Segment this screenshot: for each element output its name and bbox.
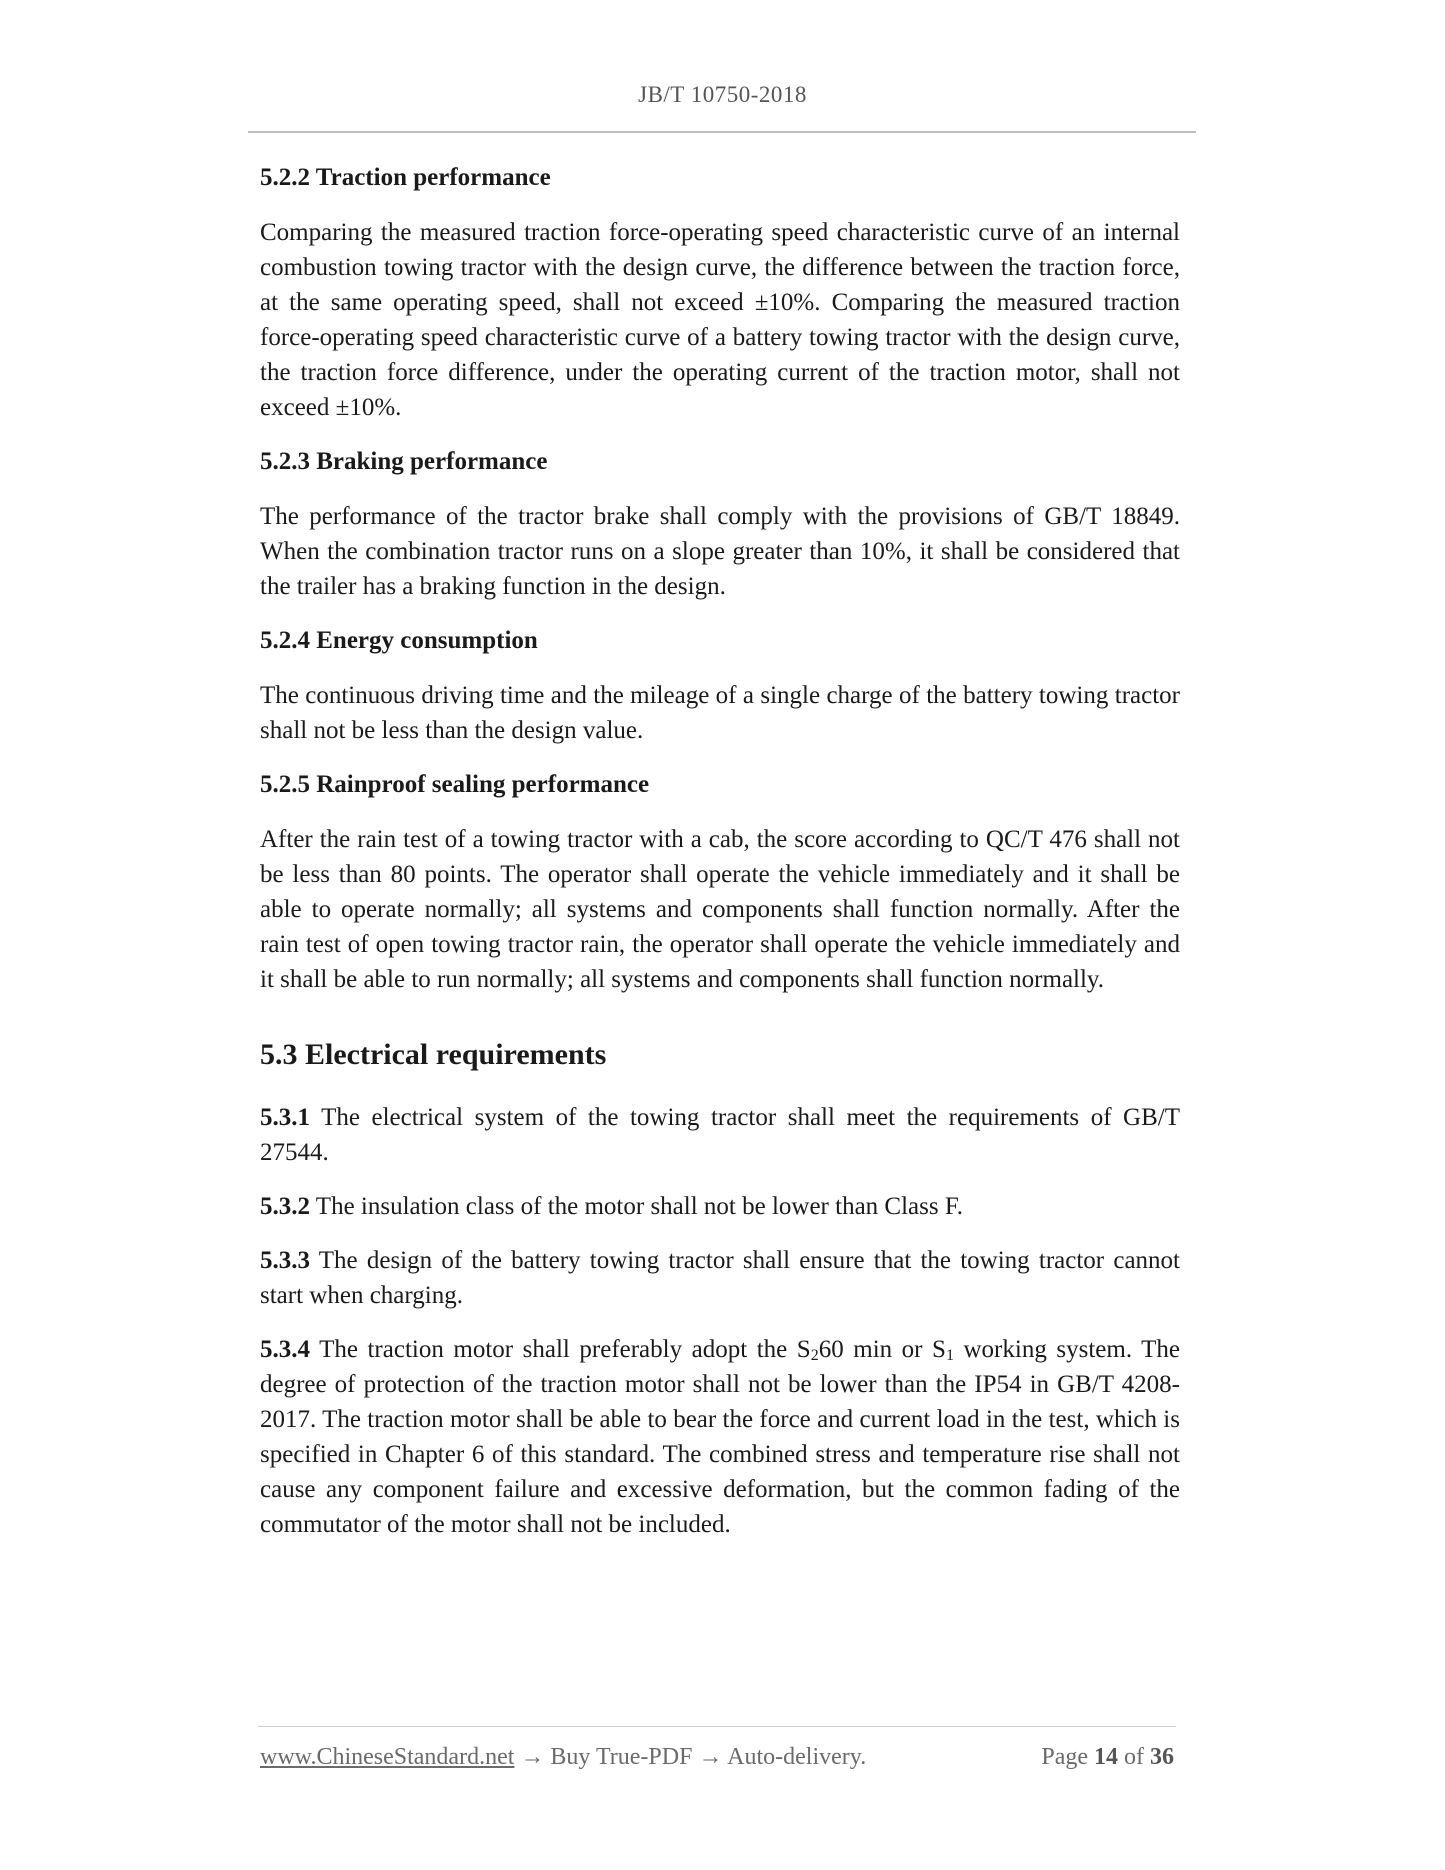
subscript: 1 [945,1347,954,1364]
page-label: Page [1041,1744,1088,1770]
clause-number: 5.3.3 [260,1247,310,1274]
clause-5-3-1 [260,1100,1180,1170]
clause-number: 5.3.1 [260,1104,310,1131]
subscript: 2 [810,1347,819,1364]
total-pages: 36 [1150,1744,1174,1770]
section-heading-5-2-2: 5.2.2 Traction performance [260,164,551,191]
clause-number: 5.3.2 [260,1193,310,1220]
document-header [0,82,1445,108]
clause-text: The design of the battery towing tractor shall ensure that the towing tractor cannot start when charging. [260,1247,1180,1309]
section-text-5-2-4: The continuous driving time and the mileage of a single charge of the battery towing tractor shall not be less than the design value. [260,682,1180,744]
section-heading-5-2-3: 5.2.3 Braking performance [260,448,548,475]
delivery-text: Auto-delivery. [727,1744,867,1770]
arrow-icon: → [520,1744,545,1770]
clause-5-3-3 [260,1243,1180,1313]
buy-text: Buy True-PDF [550,1744,693,1770]
clause-text: The insulation class of the motor shall not be lower than Class F. [310,1193,964,1220]
footer-promo [260,1744,866,1771]
section-heading-5-2-4: 5.2.4 Energy consumption [260,627,538,654]
page-number [1041,1744,1174,1771]
footer-divider [258,1726,1176,1727]
of-label: of [1124,1744,1144,1770]
page-content [260,160,1180,1561]
section-heading-5-3: 5.3 Electrical requirements [260,1038,607,1071]
page-footer [260,1744,1178,1778]
section-text-5-2-3: The performance of the tractor brake shall comply with the provisions of GB/T 18849. When the combination tractor runs on a slope greater than 10%, it shall be considered that the trailer has a braking function in the design. [260,503,1180,600]
clause-5-3-2 [260,1189,1180,1224]
clause-text: working system. The degree of protection of the traction motor shall not be lower than the IP54 in GB/T 4208-2017. The traction motor shall be able to bear the force and current load in the test, which is specified in Chapter 6 of this standard. The combined stress and temperature rise shall not cause any component failure and excessive deformation, but the common fading of the commutator of the motor shall not be included. [260,1336,1181,1538]
clause-number: 5.3.4 [260,1336,310,1363]
current-page: 14 [1094,1744,1118,1770]
section-heading-5-2-5: 5.2.5 Rainproof sealing performance [260,771,650,798]
clause-text: The traction motor shall preferably adopt the S [310,1336,811,1363]
clause-text: The electrical system of the towing tractor shall meet the requirements of GB/T 27544. [260,1104,1180,1166]
arrow-icon: → [698,1744,723,1770]
document-id: JB/T 10750-2018 [638,82,807,107]
site-link[interactable]: www.ChineseStandard.net [260,1744,515,1770]
section-text-5-2-5: After the rain test of a towing tractor with a cab, the score according to QC/T 476 shall not be less than 80 points. The operator shall operate the vehicle immediately and it shall be able to operate normally; all systems and components shall function normally. After the rain test of open towing tractor rain, the operator shall operate the vehicle immediately and it shall be able to run normally; all systems and components shall function normally. [260,826,1180,993]
section-text-5-2-2: Comparing the measured traction force-operating speed characteristic curve of an internal combustion towing tractor with the design curve, the difference between the traction force, at the same operating speed, shall not exceed ±10%. Comparing the measured traction force-operating speed characteristic curve of a battery towing tractor with the design curve, the traction force difference, under the operating current of the traction motor, shall not exceed ±10%. [260,219,1180,421]
clause-5-3-4 [260,1332,1180,1542]
clause-text: 60 min or S [818,1336,946,1363]
header-divider [248,131,1196,133]
